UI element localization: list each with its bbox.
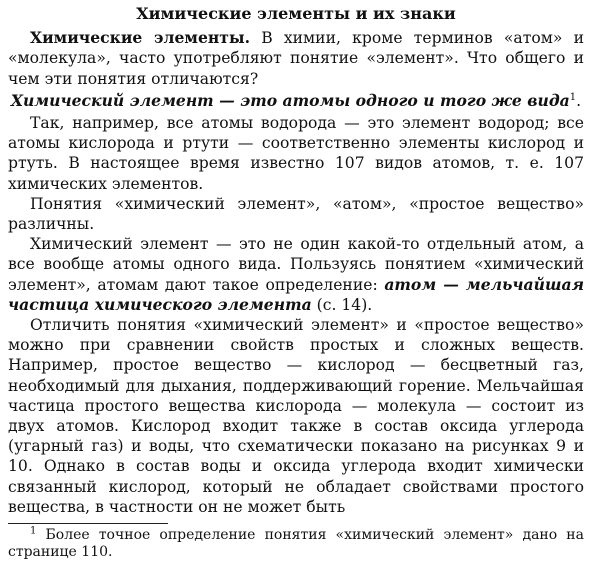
intro-text: В химии, кроме терминов «атом» и «молекула», часто употребляют понятие «элемент». Что общего и чем эти понятия отличаются? xyxy=(8,29,584,88)
definition-tail: . xyxy=(576,91,582,110)
intro-lead: Химические элементы. xyxy=(30,28,251,48)
atom-def-tail: (с. 14). xyxy=(311,295,373,314)
footnote-text: Более точное определение понятия «химический элемент» дано на странице 110. xyxy=(8,527,584,561)
definition-line xyxy=(8,91,584,111)
definition-text: Химический элемент — это атомы одного и того же вида xyxy=(10,90,570,110)
footnote-marker: 1 xyxy=(569,91,577,103)
footnote-number: 1 xyxy=(30,525,37,537)
footnote-divider xyxy=(8,523,168,524)
paragraph-comparison: Отличить понятия «химический элемент» и «простое вещество» можно при сравнении свойств простых и сложных веществ. Например, простое вещество — кислород — бесцветный газ, необходимый для дыхания, поддерживающий горение. Мельчайшая частица простого вещества кислорода — молекула — состоит из двух атомов. Кислород входит также в состав оксида углерода (угарный газ) и воды, что схематически показано на рисунках 9 и 10. Однако в состав воды и оксида углерода входит химически связанный кислород, который не обладает свойствами простого вещества, в частности он не может быть xyxy=(8,316,584,516)
atom-def-text: Химический элемент — это не один какой-то отдельный атом, а все вообще атомы одного вида. Пользуясь понятием «химический элемент», атомам дают такое определение: xyxy=(8,235,584,294)
paragraph-concepts: Понятия «химический элемент», «атом», «простое вещество» различны. xyxy=(8,194,584,234)
textbook-page xyxy=(8,4,584,561)
paragraph-intro xyxy=(8,28,584,89)
paragraph-examples: Так, например, все атомы водорода — это элемент водород; все атомы кислорода и ртути — соответственно элементы кислород и ртуть. В настоящее время известно 107 видов атомов, т. е. 107 химических элементов. xyxy=(8,114,584,193)
footnote xyxy=(8,527,584,561)
paragraph-atom-definition xyxy=(8,234,584,315)
atom-def-emphasis: атом — мельчайшая частица химического элемента xyxy=(8,274,584,314)
section-heading: Химические элементы и их знаки xyxy=(136,4,456,23)
